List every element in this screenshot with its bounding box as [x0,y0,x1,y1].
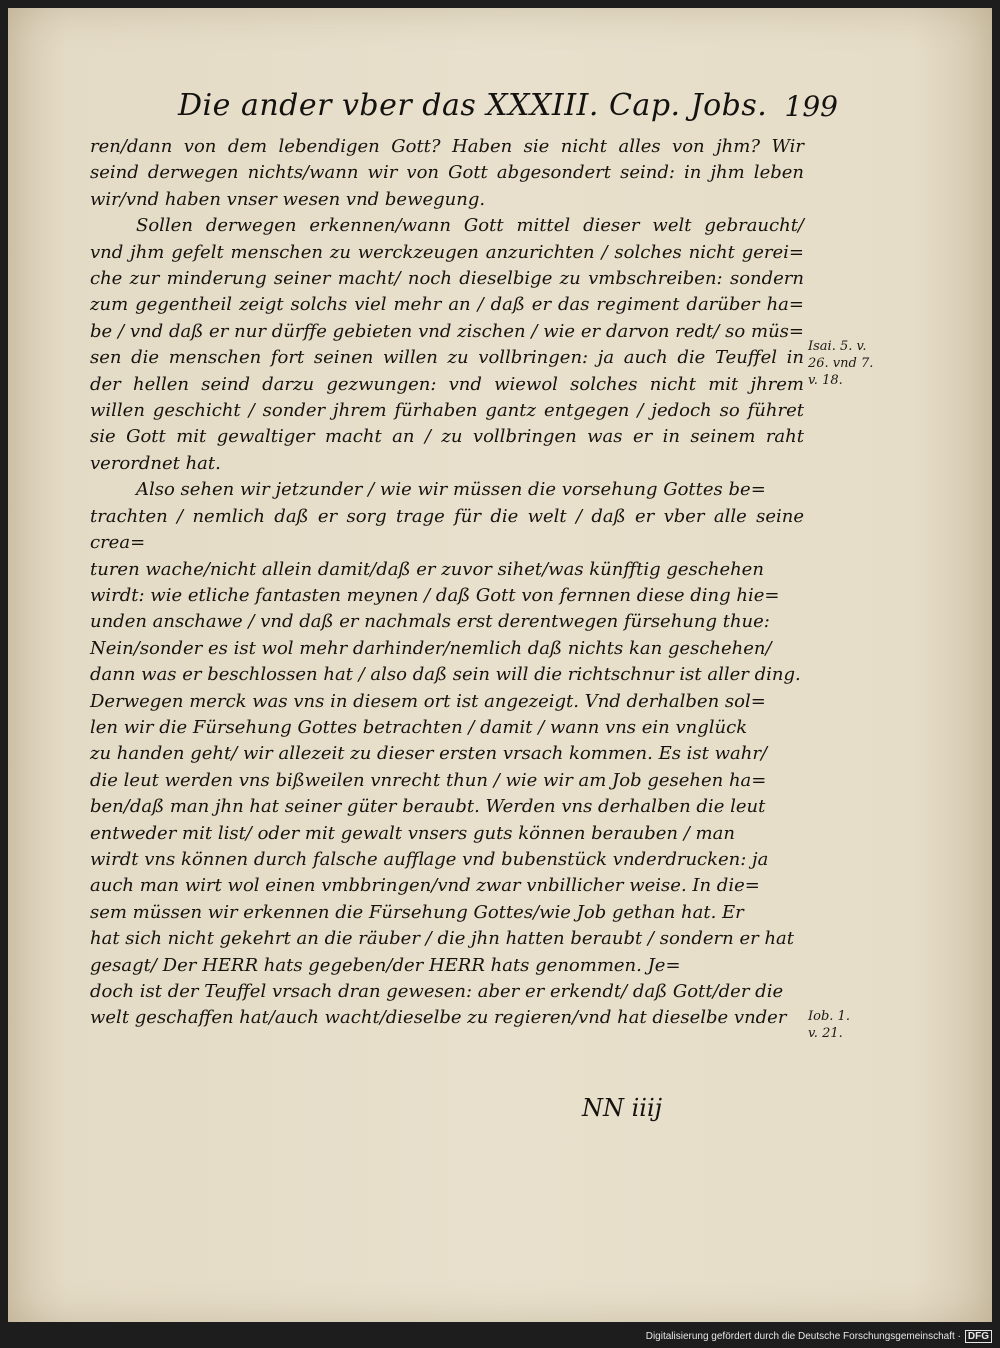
text-line: Sollen derwegen erkennen/wann Gott mittel dieser welt gebraucht/ [136,215,804,237]
text-line: welt geschaffen hat/auch wacht/dieselbe zu regieren/vnd hat dieselbe vnder [90,1007,787,1029]
text-line: die leut werden vns bißweilen vnrecht thun / wie wir am Job gesehen ha= [90,769,767,791]
text-line: zum gegentheil zeigt solchs viel mehr an / daß er das regiment darüber ha= [90,294,804,316]
margin-note-job [808,1008,878,1042]
paragraph-2-end [90,451,804,477]
text-line: dann was er beschlossen hat / also daß sein will die richtschnur ist aller ding. [90,664,801,686]
text-line: willen geschicht / sonder jhrem fürhaben gantz entgegen / jedoch so führet [90,400,804,422]
page-scan [8,8,992,1322]
text-line: Also sehen wir jetzunder / wie wir müssen die vorsehung Gottes be= [136,479,766,501]
margin-note-line: v. 21. [808,1026,843,1041]
text-line: seind derwegen nichts/wann wir von Gott abgesondert seind: in jhm leben [90,162,804,184]
margin-note-isaiah [808,338,878,389]
text-line: che zur minderung seiner macht/ noch dieselbige zu vmbschreiben: sondern [90,268,804,290]
text-line: len wir die Fürsehung Gottes betrachten / damit / wann vns ein vnglück [90,716,748,738]
paragraph-2 [90,213,804,451]
text-line: Derwegen merck was vns in diesem ort ist angezeigt. Vnd derhalben sol= [90,690,766,712]
text-line: entweder mit list/ oder mit gewalt vnsers guts können berauben / man [90,822,735,844]
body-text [90,134,804,1032]
text-line: sen die menschen fort seinen willen zu vollbringen: ja auch die Teuffel in [90,347,804,369]
text-line: zu handen geht/ wir allezeit zu dieser ersten vrsach kommen. Es ist wahr/ [90,743,768,765]
paragraph-3 [90,477,804,1032]
footer-text: Digitalisierung gefördert durch die Deutsche Forschungsgemeinschaft · [645,1331,961,1342]
text-line: ren/dann von dem lebendigen Gott? Haben sie nicht alles von jhm? Wir [90,136,804,157]
text-line: turen wache/nicht allein damit/daß er zuvor sihet/was künfftig geschehen [90,558,764,580]
margin-note-line: 26. vnd 7. [808,356,874,371]
text-line: sem müssen wir erkennen die Fürsehung Gottes/wie Job gethan hat. Er [90,901,744,923]
text-line: trachten / nemlich daß er sorg trage für die welt / daß er vber alle seine crea= [90,505,804,554]
text-line: wir/vnd haben vnser wesen vnd bewegung. [90,188,486,210]
text-line: verordnet hat. [90,452,221,474]
header-title: Die ander vber das XXXIII. Cap. Jobs. [178,88,768,123]
margin-note-line: Iob. 1. [808,1009,850,1024]
running-header [178,88,838,124]
dfg-logo: DFG [965,1330,992,1343]
text-line: der hellen seind darzu gezwungen: vnd wiewol solches nicht mit jhrem [90,373,804,395]
signature-mark: NN iiij [582,1094,663,1122]
text-line: wirdt: wie etliche fantasten meynen / daß Gott von fernnen diese ding hie= [90,584,780,606]
text-line: unden anschawe / vnd daß er nachmals erst derentwegen fürsehung thue: [90,611,770,633]
page-number: 199 [784,90,838,123]
text-line: doch ist der Teuffel vrsach dran gewesen: aber er erkendt/ daß Gott/der die [90,981,784,1002]
text-line: auch man wirt wol einen vmbbringen/vnd zwar vnbillicher weise. In die= [90,875,760,897]
text-line: gesagt/ Der HERR hats gegeben/der HERR hats genommen. Je= [90,954,681,976]
text-line: be / vnd daß er nur dürffe gebieten vnd zischen / wie er darvon redt/ so müs= [90,320,804,342]
text-line: ben/daß man jhn hat seiner güter beraubt. Werden vns derhalben die leut [90,796,766,818]
margin-note-line: Isai. 5. v. [808,339,867,354]
text-line: hat sich nicht gekehrt an die räuber / die jhn hatten beraubt / sondern er hat [90,928,795,950]
paragraph-1 [90,134,804,187]
paragraph-1-end [90,187,804,213]
text-line: wirdt vns können durch falsche aufflage vnd bubenstück vnderdrucken: ja [90,848,769,870]
text-line: Nein/sonder es ist wol mehr darhinder/nemlich daß nichts kan geschehen/ [90,637,772,659]
text-line: sie Gott mit gewaltiger macht an / zu vollbringen was er in seinem raht [90,426,804,448]
footer-credit [646,1330,992,1343]
text-line: vnd jhm gefelt menschen zu werckzeugen anzurichten / solches nicht gerei= [90,241,804,263]
margin-note-line: v. 18. [808,373,843,388]
